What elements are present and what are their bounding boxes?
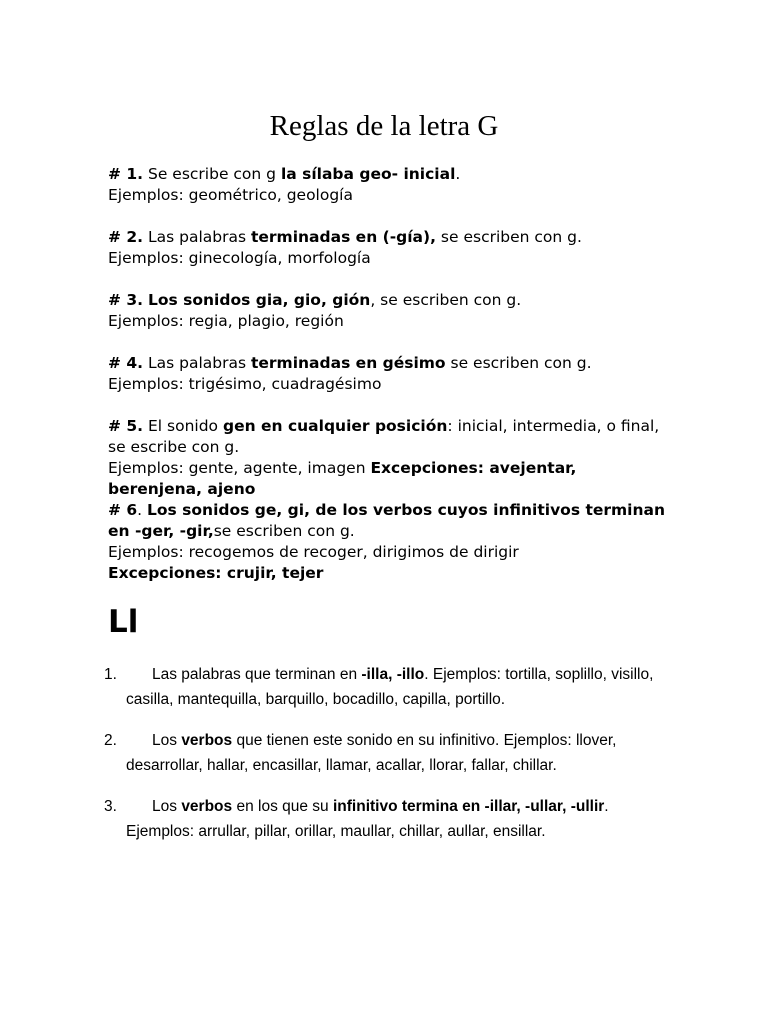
rule-number: # 3.	[108, 291, 144, 309]
rule-number: # 4.	[108, 354, 144, 372]
rule-statement	[108, 500, 668, 542]
ll-heading: Ll	[108, 604, 139, 640]
rule-text: .	[137, 501, 148, 519]
rule-text: : inicial, intermedia, o final, se escribe con g.	[108, 417, 660, 456]
item-highlight: infinitivo termina en -illar, -ullar, -ullir	[332, 798, 605, 815]
exceptions-text: Excepciones: crujir, tejer	[108, 564, 324, 582]
rule-examples	[108, 458, 668, 500]
item-highlight: -illa, -illo	[361, 666, 425, 683]
rule-number: # 2.	[108, 228, 144, 246]
item-text: Los	[152, 798, 182, 815]
list-text	[126, 794, 664, 844]
rule-statement	[108, 290, 668, 311]
rule-text: El sonido	[143, 417, 223, 435]
rule-text: Se escribe con g	[143, 165, 281, 183]
rule-6	[108, 500, 668, 584]
rule-text: Las palabras	[143, 354, 251, 372]
rule-highlight: gen en cualquier posición	[222, 417, 448, 435]
item-text: Los	[152, 732, 182, 749]
rule-4	[108, 353, 668, 395]
rule-examples: Ejemplos: ginecología, morfología	[108, 249, 371, 267]
rule-number: # 6	[108, 501, 138, 519]
rule-highlight: terminadas en gésimo	[250, 354, 446, 372]
item-text: . Ejemplos: arrullar, pillar, orillar, maullar, chillar, aullar, ensillar.	[126, 798, 609, 840]
rule-2	[108, 227, 668, 269]
item-text: . Ejemplos: tortilla, soplillo, visillo, casilla, mantequilla, barquillo, bocadillo, capilla, portillo.	[126, 666, 654, 708]
rule-text: , se escriben con g.	[370, 291, 522, 309]
rule-examples: Ejemplos: regia, plagio, región	[108, 312, 344, 330]
rule-statement	[108, 164, 668, 185]
rule-highlight: Los sonidos ge, gi, de los verbos cuyos infinitivos terminan en -ger, -gir,	[108, 501, 666, 540]
rule-statement	[108, 416, 668, 458]
rule-exceptions	[108, 563, 668, 584]
rule-1	[108, 164, 668, 206]
rule-exceptions: Excepciones: avejentar, berenjena, ajeno	[108, 459, 577, 498]
page-title: Reglas de la letra G	[269, 110, 499, 142]
item-text: Las palabras que terminan en	[152, 666, 362, 683]
g-rules	[108, 164, 668, 584]
list-item	[104, 728, 664, 778]
item-highlight: verbos	[181, 732, 233, 749]
rule-text: se escriben con g.	[213, 522, 355, 540]
rule-5	[108, 416, 668, 500]
list-number: 3.	[104, 798, 117, 815]
list-item	[104, 662, 664, 712]
list-number: 1.	[104, 666, 117, 683]
rule-number: # 1.	[108, 165, 144, 183]
rule-statement	[108, 227, 668, 248]
rule-3	[108, 290, 668, 332]
list-text	[126, 662, 664, 712]
examples-text: Ejemplos: gente, agente, imagen	[108, 459, 371, 477]
rule-highlight: Los sonidos gia, gio, gión	[148, 291, 371, 309]
rule-highlight: la sílaba geo- inicial	[280, 165, 456, 183]
list-item	[104, 794, 664, 844]
rule-text: Las palabras	[143, 228, 251, 246]
rule-statement	[108, 353, 668, 374]
list-text	[126, 728, 664, 778]
rule-examples: Ejemplos: recogemos de recoger, dirigimos de dirigir	[108, 543, 519, 561]
ll-rules-list	[104, 662, 664, 860]
rule-text: se escriben con g.	[445, 354, 592, 372]
rule-highlight: terminadas en (-gía),	[250, 228, 436, 246]
list-number: 2.	[104, 732, 117, 749]
rule-examples: Ejemplos: geométrico, geología	[108, 186, 353, 204]
rule-examples: Ejemplos: trigésimo, cuadragésimo	[108, 375, 382, 393]
item-text: en los que su	[232, 798, 333, 815]
rule-number: # 5.	[108, 417, 144, 435]
rule-text: .	[455, 165, 461, 183]
rule-text: se escriben con g.	[436, 228, 582, 246]
item-text: que tienen este sonido en su infinitivo. Ejemplos: llover, desarrollar, hallar, encasillar, llamar, acallar, llorar, fallar, chillar.	[126, 732, 617, 774]
item-highlight: verbos	[181, 798, 233, 815]
